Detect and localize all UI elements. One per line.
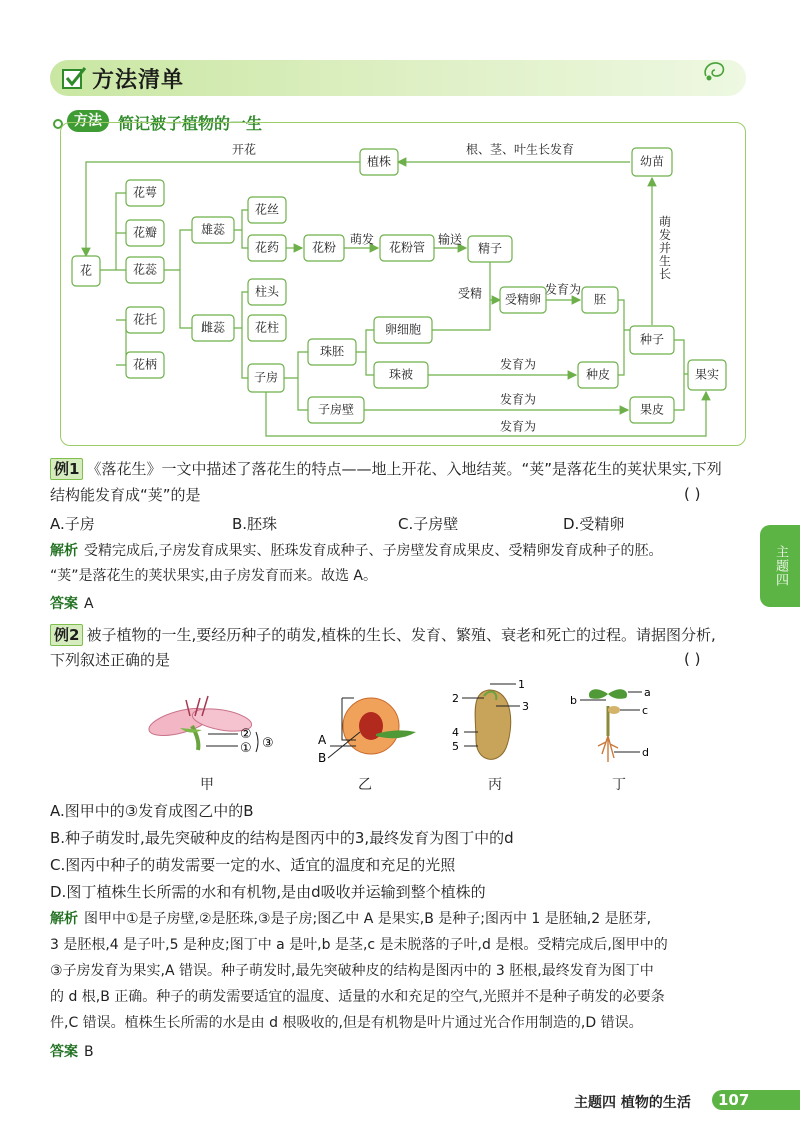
node-hua (72, 256, 100, 286)
svg-text:③: ③ (262, 736, 274, 751)
ex2-tag: 例2 (50, 624, 83, 646)
svg-text:果皮: 果皮 (639, 402, 665, 417)
edge-stamen-pistil (164, 230, 192, 328)
ex2-analysis-line4: 的 d 根,B 正确。种子的萌发需要适宜的温度、适量的水和充足的空气,光照并不是种子萌发的必要条 (50, 989, 665, 1005)
ex2-option-a: A.图甲中的③发育成图乙中的B (50, 802, 254, 820)
edge-ovary-parts (284, 352, 308, 410)
node-youmiao (632, 148, 672, 176)
node-pei (582, 287, 618, 313)
node-jingzi (468, 236, 512, 262)
node-huabing (126, 352, 164, 378)
ex1-question-text1: 《落花生》一文中描述了落花生的特点——地上开花、入地结荚。“荚”是落花生的荚状果实,下列 (86, 460, 722, 478)
figure-bing-seed (444, 678, 534, 770)
node-zhutou (248, 279, 286, 305)
caption-yi: 乙 (358, 777, 372, 793)
svg-text:c: c (642, 704, 649, 717)
caption-ding: 丁 (612, 777, 626, 793)
ex2-answer-tag: 答案 (50, 1044, 78, 1060)
ex1-tag: 例1 (50, 458, 83, 480)
svg-text:花柄: 花柄 (132, 357, 158, 372)
ex1-answer-value: A (84, 596, 94, 612)
svg-text:花粉: 花粉 (311, 240, 337, 255)
label-genjingye: 根、茎、叶生长发育 (465, 142, 575, 157)
life-cycle-flow-diagram (0, 0, 800, 460)
figure-yi-fruit (316, 688, 426, 768)
node-zhizhu (360, 149, 398, 175)
ex2-option-b: B.种子萌发时,最先突破种皮的结构是图丙中的3,最终发育为图丁中的d (50, 829, 514, 847)
ex2-analysis-line5: 件,C 错误。植株生长所需的水是由 d 根吸收的,但是有机物是叶片通过光合作用制造的,D 错误。 (50, 1015, 643, 1031)
svg-text:植株: 植株 (366, 154, 392, 169)
node-guopi (630, 397, 674, 423)
ex1-analysis-tag: 解析 (50, 543, 78, 559)
svg-text:花丝: 花丝 (254, 202, 280, 217)
ex1-analysis-line2: “荚”是落花生的荚状果实,由子房发育而来。故选 A。 (50, 568, 377, 584)
svg-text:花: 花 (79, 263, 93, 278)
node-huazhu (248, 315, 286, 341)
node-zhuzhu (308, 339, 356, 365)
node-zhongzi (630, 326, 674, 354)
svg-text:花粉管: 花粉管 (388, 240, 426, 255)
label-fayuwei-3: 发育为 (499, 392, 537, 407)
ex2-answer-paren: ( ) (684, 650, 701, 668)
page-number: 107 (712, 1090, 800, 1110)
svg-text:种子: 种子 (639, 332, 665, 347)
node-shoujingluan (500, 287, 546, 313)
footer-chapter: 主题四 植物的生活 (574, 1095, 691, 1111)
svg-text:花萼: 花萼 (132, 185, 158, 200)
caption-jia: 甲 (200, 777, 214, 793)
ex2-analysis-line3: ③子房发育为果实,A 错误。种子萌发时,最先突破种皮的结构是图丙中的 3 胚根,最终发育为图丁中 (50, 963, 654, 979)
caption-bing: 丙 (488, 777, 502, 793)
figure-ding-seedling (568, 680, 660, 772)
ex1-analysis-line1 (50, 541, 662, 561)
svg-text:花瓣: 花瓣 (132, 225, 158, 240)
svg-text:花托: 花托 (132, 312, 158, 327)
ex1-option-c: C.子房壁 (398, 515, 459, 533)
label-fayuwei-2: 发育为 (499, 357, 537, 372)
label-shoujing: 受精 (457, 286, 483, 301)
label-fayuwei-4: 发育为 (499, 419, 537, 434)
node-huaban (126, 220, 164, 246)
svg-text:A: A (318, 733, 327, 747)
edge-ovule-parts (356, 330, 374, 375)
label-mengfabingshengzhang: 萌发并生长 (657, 215, 672, 281)
svg-text:花柱: 花柱 (254, 320, 280, 335)
svg-text:精子: 精子 (477, 241, 503, 256)
svg-text:果实: 果实 (694, 367, 720, 382)
ex1-question-line2: 结构能发育成“荚”的是 (50, 486, 201, 504)
ex2-option-c: C.图丙中种子的萌发需要一定的水、适宜的温度和充足的光照 (50, 856, 456, 874)
svg-text:B: B (318, 751, 327, 765)
ex1-option-a: A.子房 (50, 515, 95, 533)
label-fayuwei-1: 发育为 (544, 282, 582, 297)
ex1-option-d: D.受精卵 (563, 515, 625, 533)
ex1-answer-tag: 答案 (50, 596, 78, 612)
svg-text:雌蕊: 雌蕊 (200, 320, 226, 335)
svg-text:卵细胞: 卵细胞 (384, 322, 422, 337)
edge-pistil-parts (234, 292, 248, 378)
svg-text:1: 1 (518, 678, 525, 691)
svg-text:胚: 胚 (593, 292, 607, 307)
ex1-question-line1 (50, 458, 722, 480)
svg-text:①: ① (240, 741, 252, 756)
svg-text:珠胚: 珠胚 (319, 344, 345, 359)
svg-text:受精卵: 受精卵 (504, 292, 542, 307)
ex2-analysis-line1 (50, 909, 651, 929)
edge-seed-parts (618, 300, 630, 375)
ex2-option-d: D.图丁植株生长所需的水和有机物,是由d吸收并运输到整个植株的 (50, 883, 486, 901)
ex2-answer-line (50, 1042, 94, 1062)
svg-text:柱头: 柱头 (254, 284, 280, 299)
ex2-analysis-tag: 解析 (50, 911, 78, 927)
svg-text:d: d (642, 746, 649, 759)
svg-text:花药: 花药 (254, 240, 280, 255)
section-title: 方法清单 (92, 68, 185, 93)
side-chapter-tab: 主题四 (760, 525, 800, 607)
svg-text:5: 5 (452, 740, 459, 753)
ex2-answer-value: B (84, 1044, 94, 1060)
svg-text:幼苗: 幼苗 (639, 154, 665, 169)
node-huae (126, 180, 164, 206)
node-huafenguan (380, 235, 434, 261)
method-title: 简记被子植物的一生 (118, 114, 263, 133)
node-guoshi (688, 360, 726, 390)
ex2-analysis-text1: 图甲中①是子房壁,②是胚珠,③是子房;图乙中 A 是果实,B 是种子;图丙中 1 是胚轴,2 是胚芽, (84, 911, 652, 927)
svg-text:种皮: 种皮 (585, 367, 611, 382)
label-mengfa: 萌发 (349, 232, 375, 247)
ex2-question-line2: 下列叙述正确的是 (50, 651, 171, 669)
svg-text:子房: 子房 (253, 370, 279, 385)
svg-text:珠被: 珠被 (388, 367, 414, 382)
node-huarui (126, 257, 164, 283)
ex2-analysis-line2: 3 是胚根,4 是子叶,5 是种皮;图丁中 a 是叶,b 是茎,c 是未脱落的子叶,d 是根。受精完成后,图甲中的 (50, 937, 668, 953)
svg-text:4: 4 (452, 726, 459, 739)
ex1-answer-line (50, 594, 94, 614)
svg-text:a: a (644, 686, 651, 699)
svg-text:b: b (570, 694, 577, 707)
label-shusong: 输送 (437, 232, 463, 247)
label-kaihua: 开花 (231, 142, 257, 157)
svg-text:花蕊: 花蕊 (132, 262, 158, 277)
node-xiongrui (192, 217, 234, 243)
node-cirui (192, 315, 234, 341)
node-zhubei (374, 362, 428, 388)
svg-text:子房壁: 子房壁 (317, 402, 355, 417)
svg-text:②: ② (240, 727, 252, 742)
ex1-option-b: B.胚珠 (232, 515, 278, 533)
node-luanxibao (374, 317, 432, 343)
ex2-question-text1: 被子植物的一生,要经历种子的萌发,植株的生长、发育、繁殖、衰老和死亡的过程。请据图分析, (86, 626, 716, 644)
svg-text:2: 2 (452, 692, 459, 705)
node-huayao (248, 235, 286, 261)
edge-stamen-parts (234, 210, 248, 248)
method-tag: 方法 (67, 110, 109, 132)
figure-jia-flower (140, 690, 300, 770)
ex1-answer-paren: ( ) (684, 485, 701, 503)
edge-flower-parts (100, 193, 126, 365)
ex1-analysis-text1: 受精完成后,子房发育成果实、胚珠发育成种子、子房壁发育成果皮、受精卵发育成种子的胚。 (84, 543, 663, 559)
node-zhongpi (578, 362, 618, 388)
node-huasi (248, 197, 286, 223)
node-zifang (248, 364, 284, 392)
svg-text:3: 3 (522, 700, 529, 713)
ex2-question-line1 (50, 624, 716, 646)
node-huafen (304, 235, 344, 261)
node-zifangbi (308, 397, 364, 423)
node-huatuo (126, 307, 164, 333)
svg-text:雄蕊: 雄蕊 (200, 222, 226, 237)
